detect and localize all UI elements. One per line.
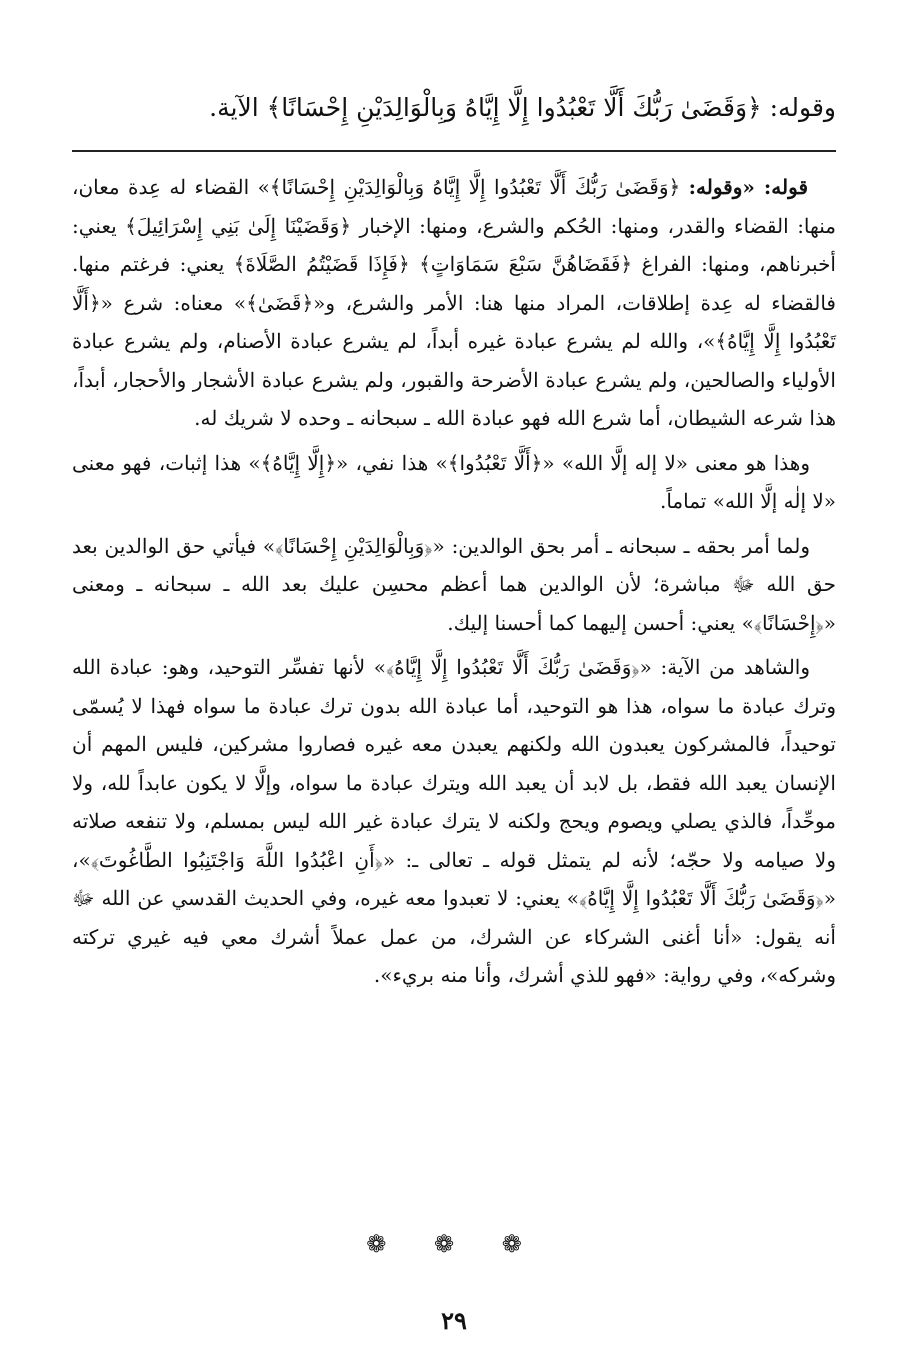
verse-heading bbox=[72, 82, 836, 134]
section-end-ornaments bbox=[0, 1230, 908, 1258]
paragraph-3-text: ولما أمر بحقه ـ سبحانه ـ أمر بحق الوالدين: «﴿وَبِالْوَالِدَيْنِ إِحْسَانًا﴾» فيأتي حق الوالدين بعد حق الله ﷻ مباشرة؛ لأن الوالدين هما أعظم محسِن عليك بعد الله ـ سبحانه ـ ومعنى «﴿إِحْسَانًا﴾» يعني: أحسن إليهما كما أحسنا إليك. bbox=[72, 533, 836, 635]
paragraph-2 bbox=[72, 444, 836, 521]
header-divider-line bbox=[72, 150, 836, 152]
verse-heading-text: وقوله: ﴿وَقَضَىٰ رَبُّكَ أَلَّا تَعْبُدُوا إِلَّا إِيَّاهُ وَبِالْوَالِدَيْنِ إِحْسَانًا﴾ الآية. bbox=[209, 93, 836, 122]
paragraph-3 bbox=[72, 527, 836, 643]
flower-ornament-icon: ❁ bbox=[433, 1230, 475, 1258]
commentary-body bbox=[72, 168, 836, 1001]
page-number: ٢٩ bbox=[441, 1306, 467, 1335]
flower-ornament-icon: ❁ bbox=[366, 1230, 407, 1258]
paragraph-4-text: والشاهد من الآية: «﴿وَقَضَىٰ رَبُّكَ أَلَّا تَعْبُدُوا إِلَّا إِيَّاهُ﴾» لأنها تفسِّر التوحيد، وهو: عبادة الله وترك عبادة ما سواه، هذا هو التوحيد، أما عبادة الله بدون ترك عبادة ما سواه فهذا لا يُسمّى توحيداً، فالمشركون يعبدون الله ولكنهم يعبدن معه غيره فصاروا مشركين، فليس المهم أن الإنسان يعبد الله فقط، بل لابد أن يعبد الله ويترك عبادة ما سواه، وإلَّا لا يكون عابداً لله، ولا موحِّداً، فالذي يصلي ويصوم ويحج ولكنه لا يترك عبادة غير الله ليس بمسلم، ولا تنفعه صلاته ولا صيامه ولا حجّه؛ لأنه لم يتمثل قوله ـ تعالى ـ: «﴿أَنِ اعْبُدُوا اللَّهَ وَاجْتَنِبُوا الطَّاغُوتَ﴾»، «﴿وَقَضَىٰ رَبُّكَ أَلَّا تَعْبُدُوا إِلَّا إِيَّاهُ﴾» يعني: لا تعبدوا معه غيره، وفي الحديث القدسي عن الله ﷻ أنه يقول: «أنا أغنى الشركاء عن الشرك، من عمل عملاً أشرك معي فيه غيري تركته وشركه»، وفي رواية: «فهو للذي أشرك، وأنا منه بريء». bbox=[72, 655, 836, 987]
flower-ornament-icon: ❁ bbox=[501, 1230, 542, 1258]
paragraph-1-text: ﴿وَقَضَىٰ رَبُّكَ أَلَّا تَعْبُدُوا إِلَّا إِيَّاهُ وَبِالْوَالِدَيْنِ إِحْسَانًا﴾» القضاء له عِدة معان، منها: القضاء والقدر، ومنها: الحُكم والشرع، ومنها: الإخبار ﴿وَقَضَيْنَا إِلَىٰ بَنِي إِسْرَائِيلَ﴾ يعني: أخبرناهم، ومنها: الفراغ ﴿فَقَضَاهُنَّ سَبْعَ سَمَاوَاتٍ﴾ ﴿فَإِذَا قَضَيْتُمُ الصَّلَاةَ﴾ يعني: فرغتم منها. فالقضاء له عِدة إطلاقات، المراد منها هنا: الأمر والشرع، و«﴿قَضَىٰ﴾» معناه: شرع «﴿أَلَّا تَعْبُدُوا إِلَّا إِيَّاهُ﴾»، والله لم يشرع عبادة غيره أبداً، لم يشرع عبادة الأصنام، ولم يشرع عبادة الأولياء والصالحين، ولم يشرع عبادة الأضرحة والقبور، ولم يشرع عبادة الأشجار والأحجار، أبداً، هذا شرعه الشيطان، أما شرع الله فهو عبادة الله ـ سبحانه ـ وحده لا شريك له. bbox=[72, 175, 836, 430]
paragraph-1-lead: قوله: «وقوله: bbox=[688, 175, 808, 199]
paragraph-4 bbox=[72, 648, 836, 995]
paragraph-1 bbox=[72, 168, 836, 438]
paragraph-2-text: وهذا هو معنى «لا إله إلَّا الله» «﴿أَلَّا تَعْبُدُوا﴾» هذا نفي، «﴿إِلَّا إِيَّاهُ﴾» هذا إثبات، فهو معنى «لا إلٰه إلَّا الله» تماماً. bbox=[72, 450, 836, 513]
